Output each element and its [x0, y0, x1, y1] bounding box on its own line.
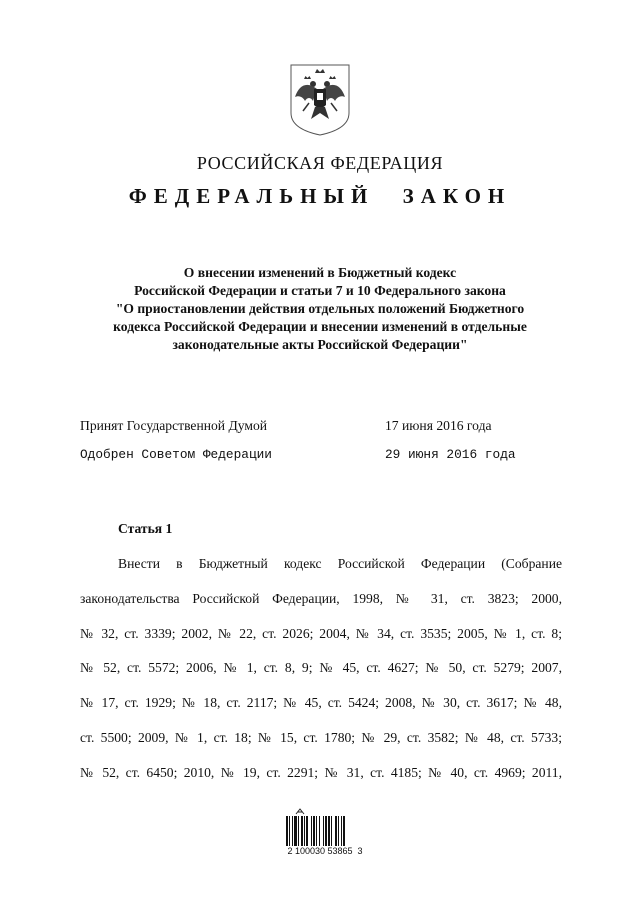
article-text-line: № 17, ст. 1929; № 18, ст. 2117; № 45, ст. 5424; 2008, № 30, ст. 3617; № 48, [80, 695, 562, 710]
barcode-number: 2 100030 53865 3 [287, 846, 363, 856]
barcode-bar [325, 816, 327, 846]
barcode-mark [296, 809, 304, 814]
barcode-bar [328, 816, 330, 846]
barcode-bar [323, 816, 324, 846]
article-text-line: Внести в Бюджетный кодекс Российской Федерации (Собрание [118, 556, 562, 571]
article-text-line: ст. 5500; 2009, № 1, ст. 18; № 15, ст. 1780; № 29, ст. 3582; № 48, ст. 5733; [80, 730, 562, 745]
barcode-bar [286, 816, 288, 846]
duma-adoption-label: Принят Государственной Думой [80, 418, 268, 433]
document-type-heading: ФЕДЕРАЛЬНЫЙ ЗАКОН [128, 184, 512, 208]
law-title [60, 264, 580, 354]
title-line: "О приостановлении действия отдельных положений Бюджетного [115, 301, 525, 316]
barcode-bar [311, 816, 312, 846]
duma-adoption-date: 17 июня 2016 года [385, 418, 492, 433]
barcode-bar [298, 816, 299, 846]
barcode-bar [294, 816, 297, 846]
article-text-line: № 52, ст. 6450; 2010, № 19, ст. 2291; № 31, ст. 4185; № 40, ст. 4969; 2011, [80, 765, 562, 780]
title-line: О внесении изменений в Бюджетный кодекс [183, 265, 457, 280]
title-line: Российской Федерации и статьи 7 и 10 Федерального закона [134, 283, 506, 298]
country-heading: РОССИЙСКАЯ ФЕДЕРАЦИЯ [196, 153, 444, 173]
barcode-bar [338, 816, 339, 846]
barcode-image [286, 808, 358, 846]
barcode-bar [343, 816, 345, 846]
barcode-bar [304, 816, 305, 846]
article-heading: Статья 1 [118, 521, 173, 536]
barcode-bar [313, 816, 315, 846]
article-text-line: законодательства Российской Федерации, 1998, № 31, ст. 3823; 2000, [80, 591, 562, 606]
barcode-bar [289, 816, 290, 846]
barcode-bar [316, 816, 317, 846]
barcode-bar [306, 816, 308, 846]
coat-of-arms-emblem [289, 63, 351, 137]
council-approval-date: 29 июня 2016 года [385, 447, 516, 462]
barcode-bar [301, 816, 303, 846]
barcode-bar [341, 816, 342, 846]
barcode-bar [331, 816, 332, 846]
barcode-bar [292, 816, 293, 846]
title-line: кодекса Российской Федерации и внесении изменений в отдельные [113, 319, 527, 334]
barcode-bar [319, 816, 320, 846]
title-line: законодательные акты Российской Федерации" [172, 337, 468, 352]
article-text-line: № 52, ст. 5572; 2006, № 1, ст. 8, 9; № 45, ст. 4627; № 50, ст. 5279; 2007, [80, 660, 562, 675]
council-approval-label: Одобрен Советом Федерации [80, 447, 272, 462]
barcode-bar [335, 816, 337, 846]
article-text-line: № 32, ст. 3339; 2002, № 22, ст. 2026; 2004, № 34, ст. 3535; 2005, № 1, ст. 8; [80, 626, 562, 641]
